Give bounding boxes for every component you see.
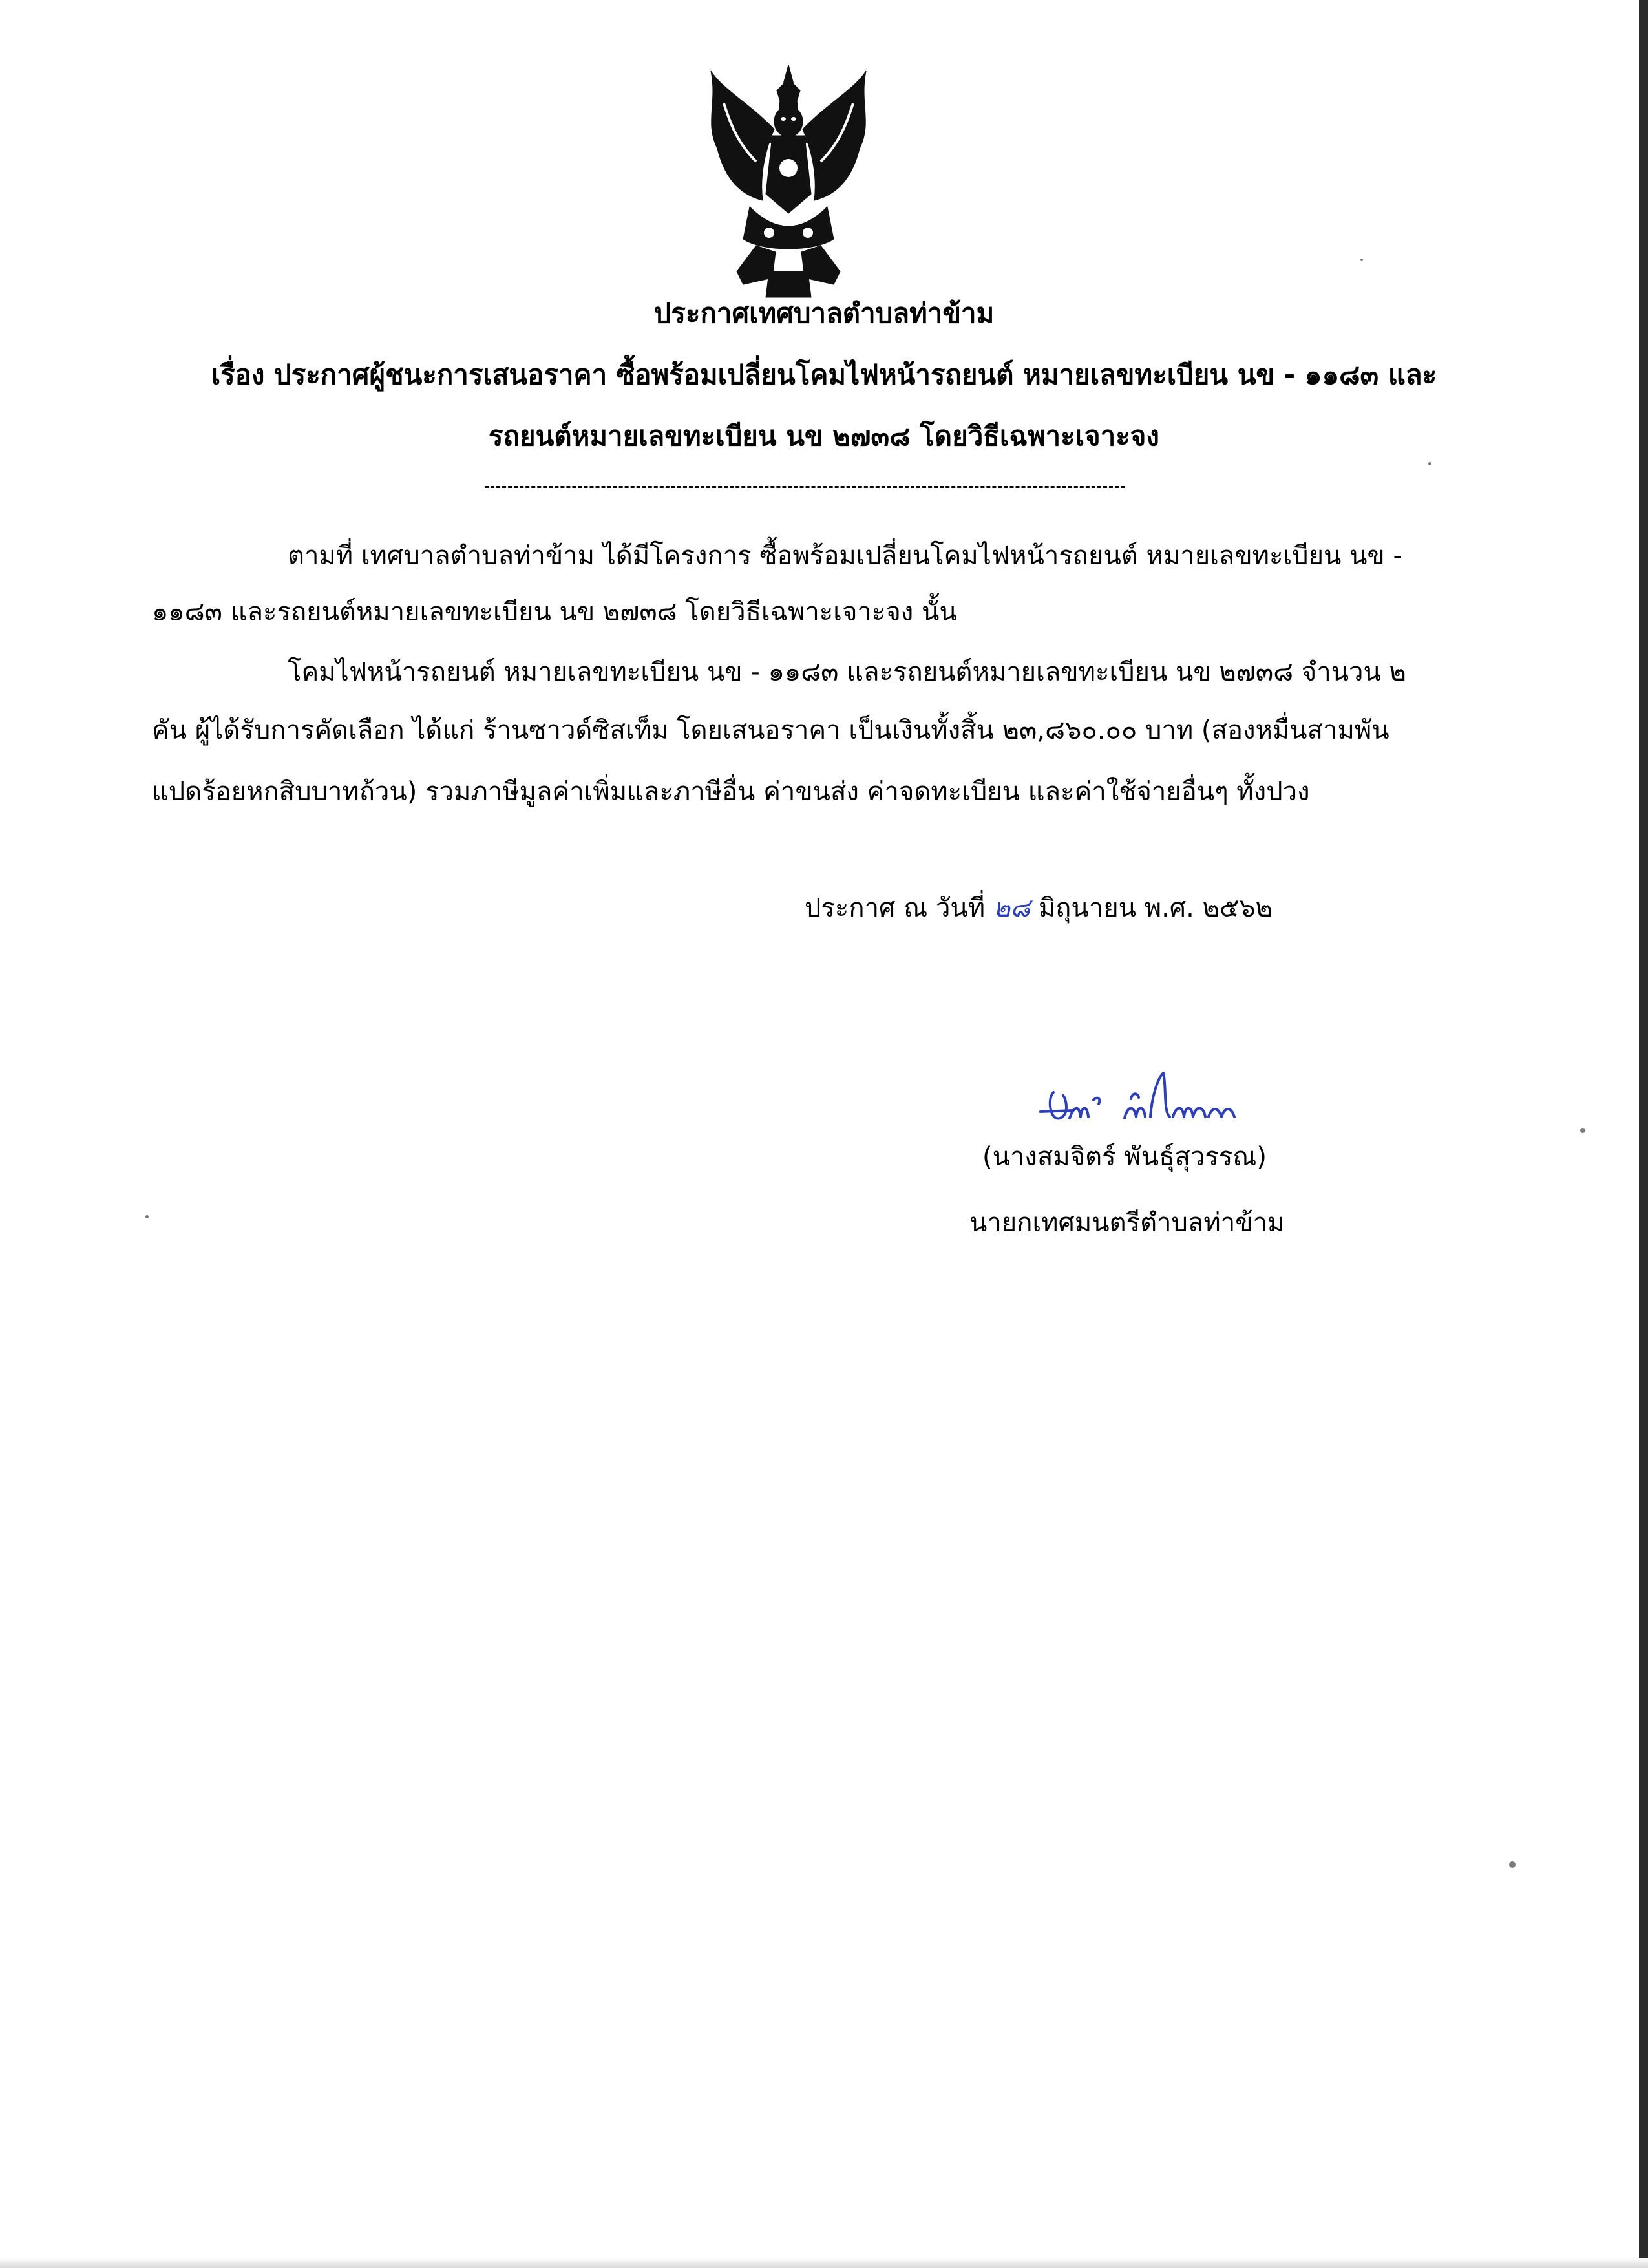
scan-speck (1509, 1861, 1516, 1868)
scan-speck (1580, 1128, 1585, 1133)
dashed-separator (485, 486, 1125, 488)
body-line-4: คัน ผู้ได้รับการคัดเลือก ได้แก่ ร้านซาวด์ซิสเท็ม โดยเสนอราคา เป็นเงินทั้งสิ้น ๒๓,๘๖๐.๐๐ บาท (สองหมื่นสามพัน (152, 715, 1389, 745)
body-line-5: แปดร้อยหกสิบบาทถ้วน) รวมภาษีมูลค่าเพิ่มและภาษีอื่น ค่าขนส่ง ค่าจดทะเบียน และค่าใช้จ่ายอื่นๆ ทั้งปวง (152, 777, 1310, 807)
scan-speck (1360, 259, 1363, 261)
signer-name: (นางสมจิตร์ พันธุ์สุวรรณ) (982, 1142, 1267, 1172)
date-month-year: มิถุนายน พ.ศ. ๒๕๖๒ (1038, 893, 1273, 923)
scan-speck (1428, 462, 1431, 465)
scan-speck (145, 1215, 149, 1218)
subject-line-2: รถยนต์หมายเลขทะเบียน นข ๒๗๓๘ โดยวิธีเฉพาะเจาะจง (489, 420, 1159, 452)
announcement-date (805, 889, 1273, 927)
body-line-1: ตามที่ เทศบาลตำบลท่าข้าม ได้มีโครงการ ซื้อพร้อมเปลี่ยนโคมไฟหน้ารถยนต์ หมายเลขทะเบียน นข - (288, 541, 1402, 571)
scan-border-right (1639, 0, 1648, 2268)
subject-line-1: เรื่อง ประกาศผู้ชนะการเสนอราคา ซื้อพร้อมเปลี่ยนโคมไฟหน้ารถยนต์ หมายเลขทะเบียน นข - ๑๑๘๓ และ (211, 359, 1437, 390)
body-line-2: ๑๑๘๓ และรถยนต์หมายเลขทะเบียน นข ๒๗๓๘ โดยวิธีเฉพาะเจาะจง นั้น (152, 597, 957, 627)
scan-border-bottom (0, 2258, 1648, 2268)
signer-title: นายกเทศมนตรีตำบลท่าข้าม (969, 1208, 1285, 1238)
date-prefix: ประกาศ ณ วันที่ (805, 893, 986, 923)
document-title: ประกาศเทศบาลตำบลท่าข้าม (653, 297, 995, 329)
body-line-3: โคมไฟหน้ารถยนต์ หมายเลขทะเบียน นข - ๑๑๘๓ และรถยนต์หมายเลขทะเบียน นข ๒๗๓๘ จำนวน ๒ (288, 657, 1406, 687)
handwritten-signature-icon (1034, 1060, 1254, 1131)
garuda-emblem-icon (698, 65, 879, 304)
date-day-handwritten: ๒๘ (993, 893, 1031, 923)
